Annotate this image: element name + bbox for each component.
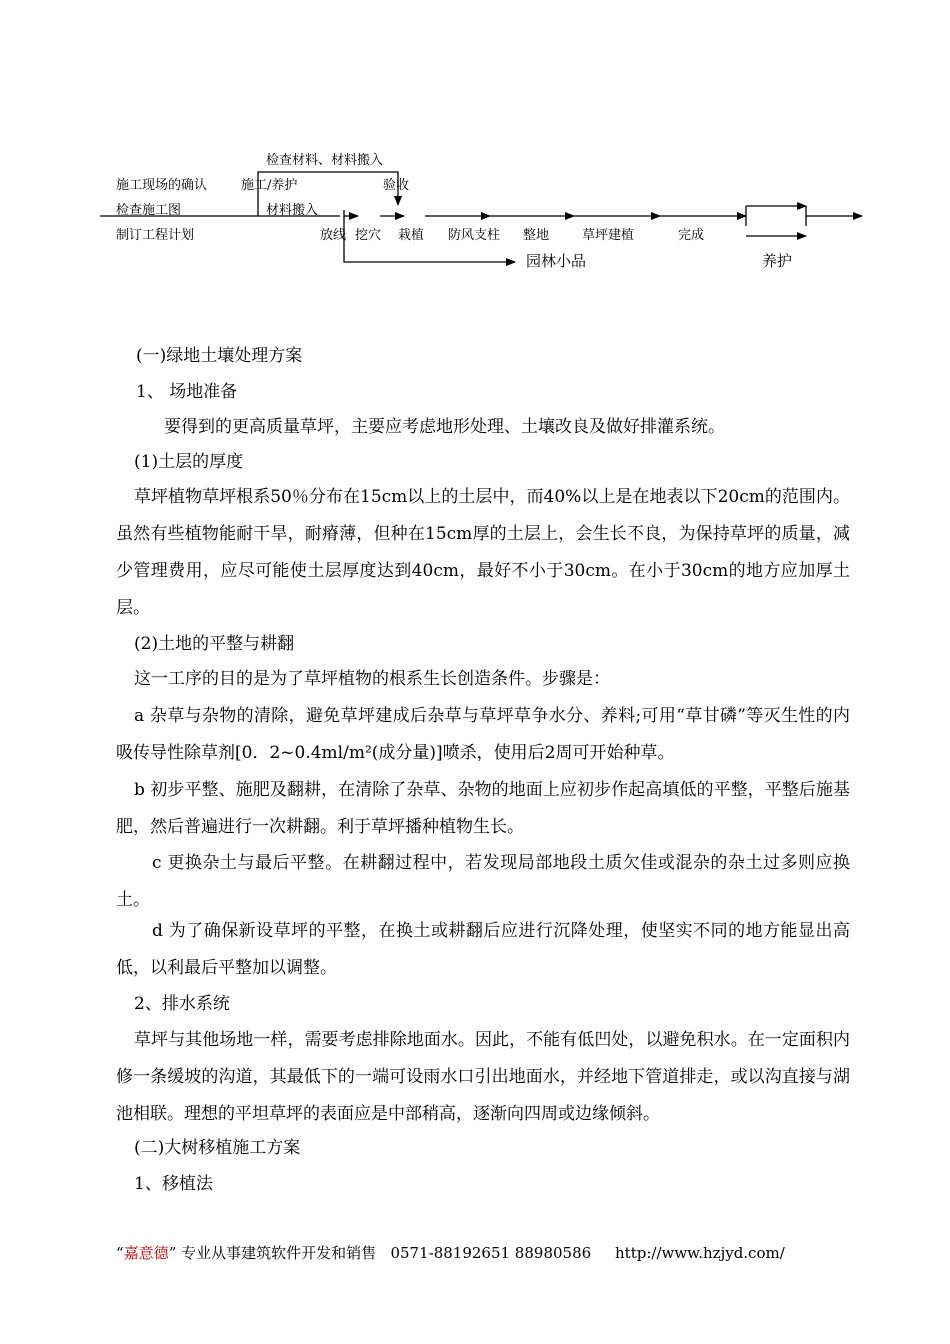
subheading-drainage: 2、排水系统 [134,994,230,1014]
flow-step: 放线 [320,228,347,243]
flow-label-site-confirm: 施工现场的确认 [116,178,208,193]
flow-step: 挖穴 [355,228,382,243]
flow-label-plan: 制订工程计划 [116,228,195,243]
subheading-leveling: (2)土地的平整与耕翻 [134,634,295,654]
paragraph-drainage: 草坪与其他场地一样，需要考虑排除地面水。因此，不能有低凹处，以避免积水。在一定面积内修一条缓坡的沟道，其最低下的一端可设雨水口引出地面水，并经地下管道排走，或以沟直接与湖池相联。理想的平坦草坪的表面应是中部稍高，逐渐向四周或边缘倾斜。 [116,1030,850,1124]
section-heading-soil: (一)绿地土壤处理方案 [136,346,303,366]
paragraph-step-c: c 更换杂土与最后平整。在耕翻过程中，若发现局部地段土质欠佳或混杂的杂土过多则应换土。 [116,853,850,910]
flow-label-maintenance: 养护 [762,252,793,270]
subheading-soil-depth: (1)土层的厚度 [134,452,244,472]
page-footer [116,1242,785,1263]
paragraph-leveling-intro: 这一工序的目的是为了草坪植物的根系生长创造条件。步骤是： [134,669,610,689]
flow-step: 完成 [678,228,705,243]
footer-quote-close: ” [168,1244,177,1262]
construction-flowchart [0,0,950,300]
footer-quote-open: “ [116,1244,124,1262]
footer-url-link[interactable]: http://www.hzjyd.com/ [615,1244,785,1262]
flow-step: 草坪建植 [582,228,635,243]
footer-phone: 0571-88192651 88980586 [390,1244,592,1262]
flow-label-check-materials: 检查材料、材料搬入 [266,153,384,168]
subheading-method: 1、移植法 [134,1174,213,1194]
paragraph-step-b: b 初步平整、施肥及翻耕，在清除了杂草、杂物的地面上应初步作起高填低的平整，平整后施基肥，然后普遍进行一次耕翻。利于草坪播种植物生长。 [116,780,850,837]
paragraph-soil-depth: 草坪植物草坪根系50％分布在15cm以上的土层中，而40%以上是在地表以下20cm的范围内。虽然有些植物能耐干旱，耐瘠薄，但种在15cm厚的土层上，会生长不良，为保持草坪的质量，减少管理费用，应尽可能使土层厚度达到40cm，最好不小于30cm。在小于30cm的地方应加厚土层。 [116,487,850,618]
flow-step: 整地 [523,228,550,243]
section-heading-tree: (二)大树移植施工方案 [134,1138,301,1158]
flow-step: 防风支柱 [448,228,501,243]
paragraph-step-a: a 杂草与杂物的清除，避免草坪建成后杂草与草坪草争水分、养料;可用“草甘磷”等灭生性的内吸传导性除草剂[0．2~0.4ml/m²(成分量)]喷杀，使用后2周可开始种草。 [116,706,850,763]
flow-label-construction: 施工/养护 [241,178,298,193]
subheading-site-prep: 1、 场地准备 [136,382,238,402]
flow-label-check-drawings: 检查施工图 [116,203,182,218]
flow-label-material-in: 材料搬入 [266,203,319,218]
flow-label-garden-features: 园林小品 [526,252,587,270]
paragraph-intro: 要得到的更高质量草坪，主要应考虑地形处理、土壤改良及做好排灌系统。 [164,417,725,437]
flow-label-acceptance: 验收 [383,178,410,193]
footer-brand: 嘉意德 [123,1244,169,1262]
paragraph-step-d: d 为了确保新设草坪的平整，在换土或耕翻后应进行沉降处理，使坚实不同的地方能显出高低，以利最后平整加以调整。 [116,921,850,978]
footer-slogan: 专业从事建筑软件开发和销售 [176,1244,377,1262]
flowchart-lines [0,0,950,300]
flow-step: 栽植 [398,228,425,243]
